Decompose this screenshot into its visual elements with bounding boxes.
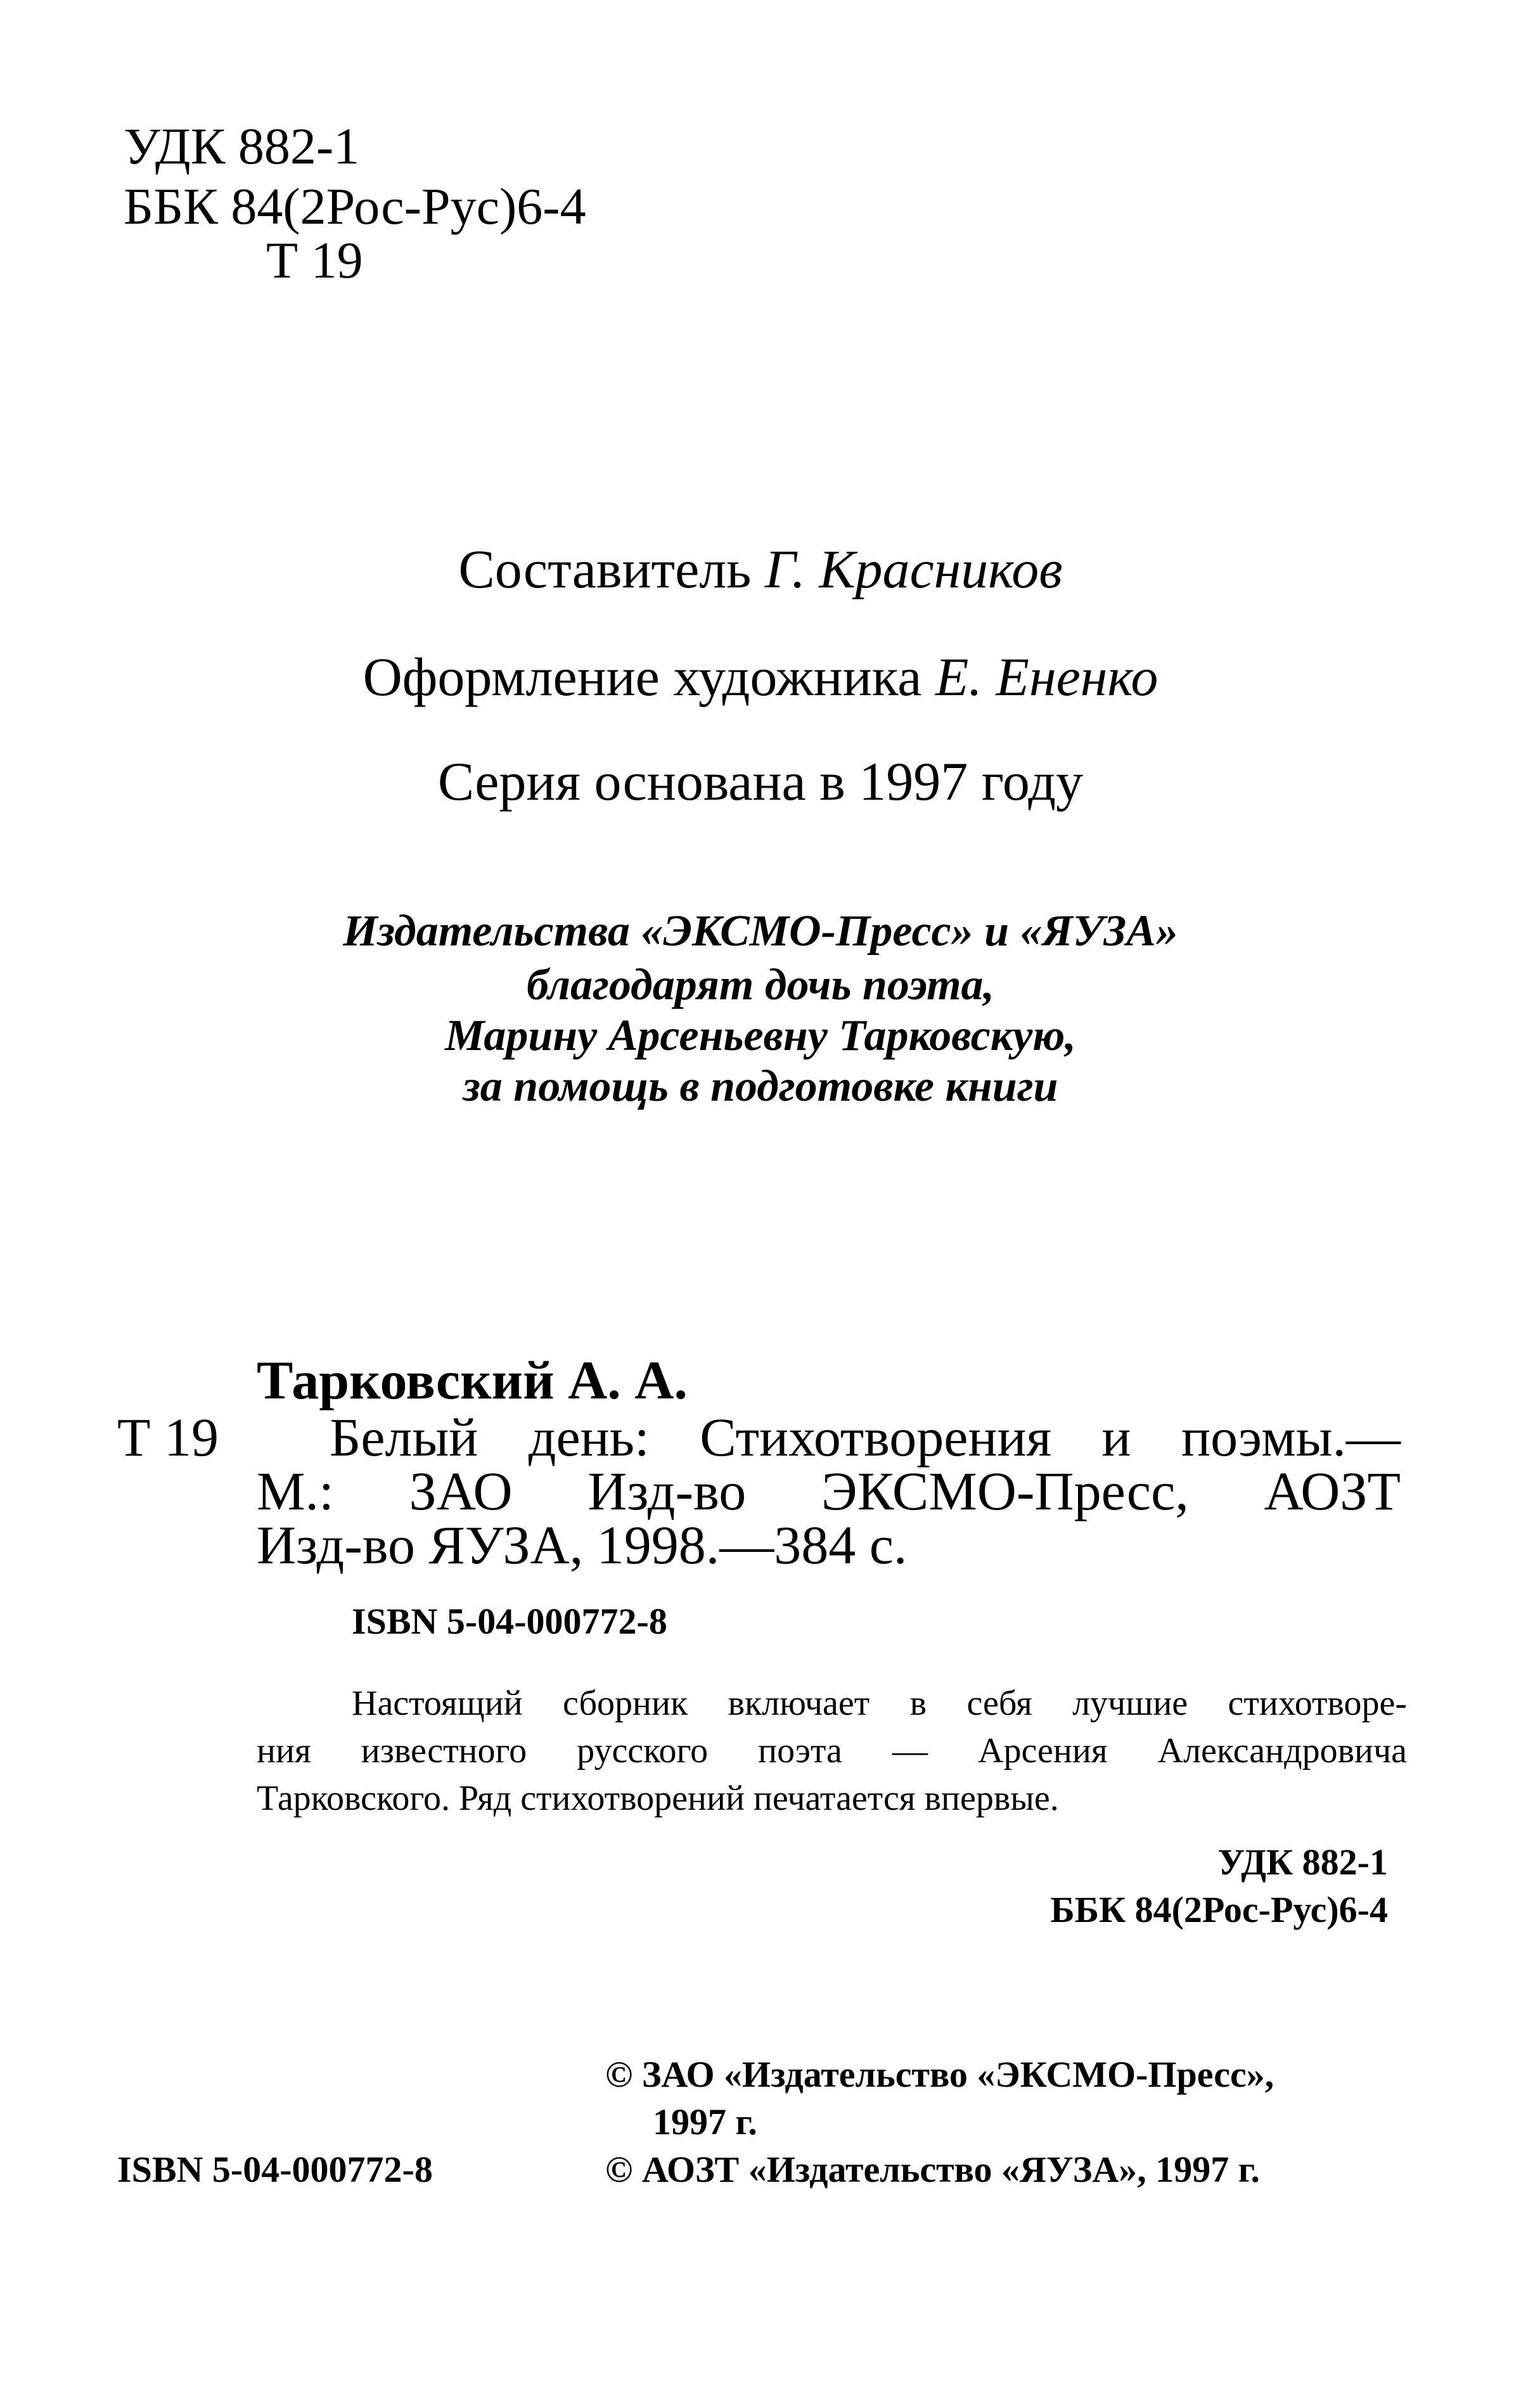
bbk-code: ББК 84(2Рос-Рус)6-4 [124, 177, 586, 235]
design-line [0, 646, 1521, 707]
entry-title-line: Белый день: Стихотворения и поэмы.— [330, 1407, 1401, 1468]
acknowledgement-line: благодарят дочь поэта, [526, 961, 995, 1009]
acknowledgement-line: Издательства «ЭКСМО-Пресс» и «ЯУЗА» [343, 907, 1178, 956]
designer-name: Е. Ененко [935, 646, 1158, 707]
author-mark: Т 19 [266, 231, 363, 289]
compiler-name: Г. Красников [764, 539, 1063, 599]
entry-udk: УДК 882-1 [1217, 1841, 1388, 1883]
entry-mark: Т 19 [117, 1407, 219, 1468]
compiler-line [0, 539, 1521, 599]
design-label: Оформление художника [363, 646, 922, 707]
entry-bbk: ББК 84(2Рос-Рус)6-4 [1050, 1889, 1388, 1930]
annotation-line: ния известного русского поэта — Арсения Александровича [257, 1731, 1407, 1771]
annotation-line: Тарковского. Ряд стихотворений печатается впервые. [257, 1779, 1059, 1818]
udk-code: УДК 882-1 [124, 117, 360, 175]
acknowledgement-line: за помощь в подготовке книги [463, 1062, 1058, 1111]
copyright-year: 1997 г. [653, 2101, 757, 2142]
entry-author: Тарковский А. А. [257, 1350, 688, 1411]
copyright-line: © ЗАО «Издательство «ЭКСМО-Пресс», [605, 2054, 1274, 2095]
compiler-label: Составитель [458, 539, 752, 599]
entry-imprint-line: Изд-во ЯУЗА, 1998.—384 с. [257, 1515, 908, 1575]
entry-imprint-line: М.: ЗАО Изд-во ЭКСМО-Пресс, АОЗТ [257, 1461, 1401, 1521]
entry-isbn: ISBN 5-04-000772-8 [352, 1601, 667, 1642]
copyright-line: © АОЗТ «Издательство «ЯУЗА», 1997 г. [605, 2149, 1261, 2190]
acknowledgement-line: Марину Арсеньевну Тарковскую, [445, 1011, 1076, 1060]
series-note: Серия основана в 1997 году [437, 751, 1084, 812]
copyright-isbn: ISBN 5-04-000772-8 [117, 2149, 433, 2190]
annotation-line: Настоящий сборник включает в себя лучшие стихотворе- [352, 1684, 1407, 1723]
